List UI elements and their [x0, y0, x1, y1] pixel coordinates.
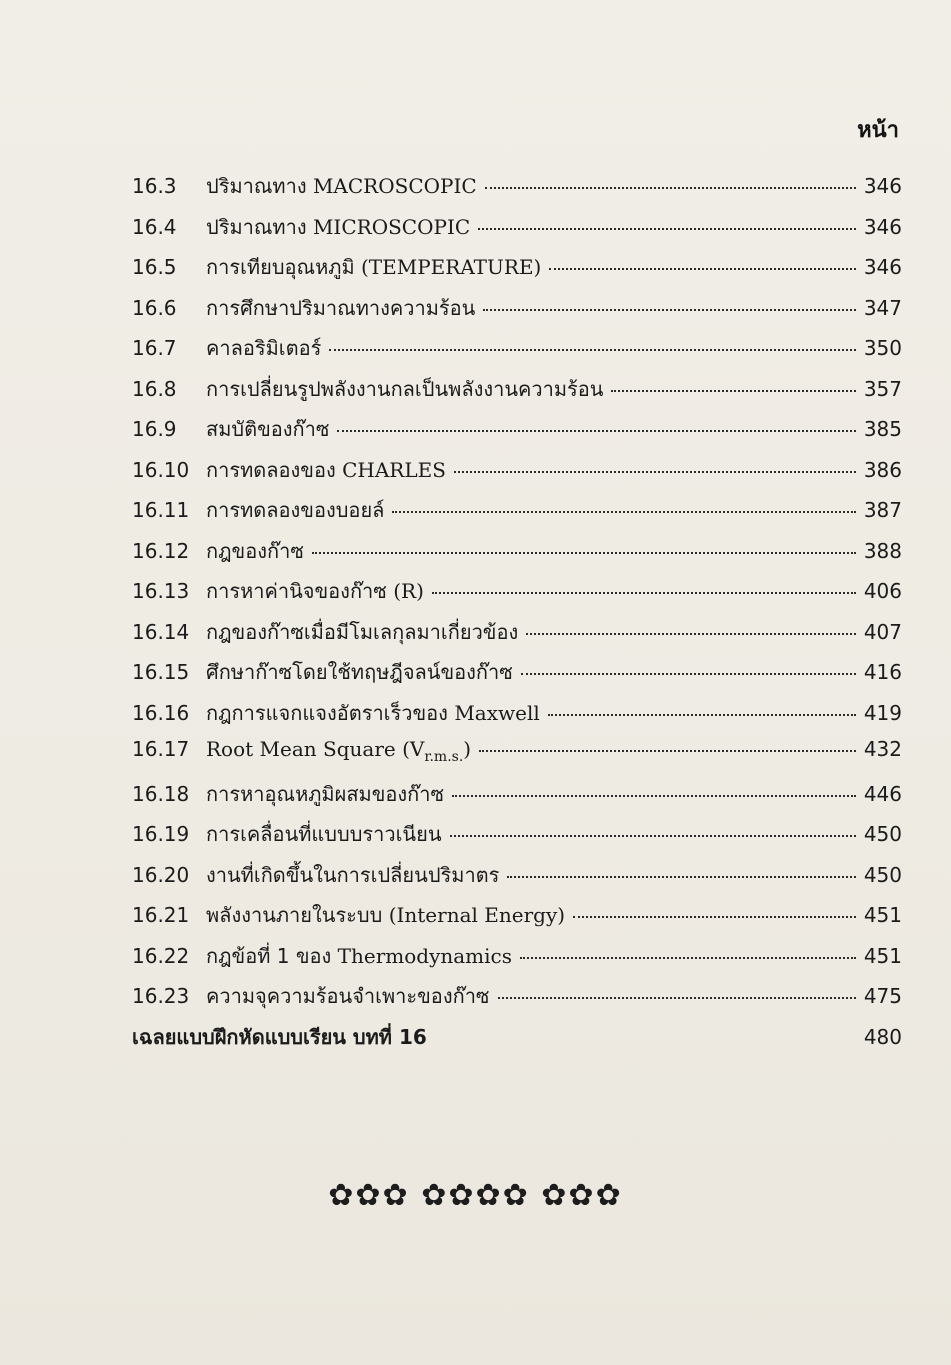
toc-entry [132, 697, 902, 738]
toc-entry-page: 419 [863, 700, 902, 725]
dot-leader [483, 309, 856, 311]
toc-entry-title-thai: การเคลื่อนที่แบบบราวเนียน [206, 822, 442, 846]
toc-entry [132, 656, 902, 697]
toc-entry-title-thai: กฎข้อที่ 1 ของ [206, 943, 338, 968]
toc-entry [132, 332, 902, 373]
toc-entry-title-latin: Root Mean Square $(V_{r.m.s.})$ [206, 737, 472, 765]
toc-entry-title-thai: กฎของก๊าซเมื่อมีโมเลกุลมาเกี่ยวข้อง [206, 619, 519, 644]
toc-entry [132, 818, 902, 859]
toc-entry-page: 357 [863, 376, 902, 401]
toc-entry [132, 373, 902, 414]
toc-entry-page: 407 [863, 619, 902, 644]
toc-entry-number: 16.14 [132, 619, 190, 644]
toc-entry-page: 451 [863, 943, 902, 968]
toc-entry-title [206, 413, 329, 445]
toc-entry-number: 16.21 [132, 903, 190, 927]
toc-entry-title-latin: CHARLES [342, 457, 446, 482]
toc-entry-title-thai: ปริมาณทาง [206, 214, 313, 239]
dot-leader [329, 349, 856, 351]
toc-entry-page: 388 [863, 538, 902, 563]
toc-entry-title-latin: Thermodynamics [337, 943, 513, 968]
toc-entry-number: 16.8 [132, 376, 177, 401]
toc-entry [132, 494, 902, 535]
toc-entry-page: 386 [863, 457, 902, 482]
toc-entry-number: 16.6 [132, 295, 177, 320]
toc-entry-number: 16.17 [132, 737, 190, 761]
toc-entry-title [206, 211, 470, 243]
toc-entry-title [206, 292, 475, 324]
dot-leader [526, 633, 856, 635]
section-end-ornament: ✿✿✿ ✿✿✿✿ ✿✿✿ [328, 1178, 623, 1213]
toc-entry [132, 454, 902, 495]
dot-leader [548, 714, 856, 716]
dot-leader [507, 876, 856, 878]
toc-entry-page: 406 [863, 579, 902, 603]
toc-entry-page: 475 [863, 984, 902, 1008]
toc-entry-number: 16.20 [132, 862, 190, 887]
toc-entry-title-thai: การทดลองของบอยล์ [206, 498, 385, 522]
toc-entry-number: 16.3 [132, 174, 177, 198]
toc-entry-title [206, 697, 540, 729]
toc-entry-title [206, 737, 471, 765]
toc-entry-number: 16.7 [132, 336, 177, 360]
toc-entry-title [206, 818, 442, 850]
toc-entry-number: 16.16 [132, 700, 190, 725]
toc-entry-title-thai: คาลอริมิเตอร์ [206, 336, 322, 360]
toc-entry-title-thai: การหาอุณหภูมิผสมของก๊าซ [206, 781, 445, 806]
toc-entry-page: 346 [863, 255, 902, 279]
toc-entry-page: 446 [863, 781, 902, 806]
toc-entry-title [206, 859, 499, 891]
toc-entry-title [206, 535, 304, 567]
toc-entry-title-thai: ศึกษาก๊าซโดยใช้ทฤษฎีจลน์ของก๊าซ [206, 660, 513, 684]
toc-entry-page: 387 [863, 498, 902, 522]
dot-leader [520, 957, 856, 959]
toc-entry-page: 450 [863, 862, 902, 887]
toc-entry [132, 940, 902, 981]
toc-entry-page: 385 [863, 417, 902, 441]
dot-leader [485, 187, 856, 189]
answer-key-title: เฉลยแบบฝึกหัดแบบเรียน บทที่ 16 [132, 1024, 427, 1049]
toc-entry-title [206, 778, 444, 810]
toc-entry [132, 251, 902, 292]
toc-entry-number: 16.13 [132, 579, 190, 603]
toc-entry [132, 737, 902, 778]
dot-leader [479, 750, 856, 752]
toc-entry-title-thai: การเทียบอุณหภูมิ [206, 255, 361, 279]
toc-entry [132, 170, 902, 211]
toc-entry-title-thai: กฎการแจกแจงอัตราเร็วของ [206, 700, 455, 725]
toc-entry-title-thai: กฎของก๊าซ [206, 538, 304, 563]
toc-entry [132, 980, 902, 1021]
toc-entry-page: 346 [863, 214, 902, 239]
toc-entry [132, 859, 902, 900]
table-of-contents [132, 170, 902, 1061]
toc-entry-page: 346 [863, 174, 902, 198]
toc-entry-title-latin: Maxwell [454, 700, 540, 725]
toc-entry-number: 16.9 [132, 417, 177, 441]
toc-entry-title-thai: การเปลี่ยนรูปพลังงานกลเป็นพลังงานความร้อน [206, 376, 604, 401]
toc-entry-title [206, 373, 603, 405]
toc-entry-number: 16.11 [132, 498, 190, 522]
dot-leader [450, 835, 857, 837]
toc-entry-number: 16.4 [132, 214, 177, 239]
toc-entry-title-latin: MACROSCOPIC [312, 174, 477, 198]
toc-entry [132, 413, 902, 454]
toc-entry-number: 16.22 [132, 943, 190, 968]
toc-entry-title [206, 454, 446, 486]
toc-entry-title [206, 899, 565, 931]
toc-entry-number: 16.23 [132, 984, 190, 1008]
toc-entry-title-thai: งานที่เกิดขึ้นในการเปลี่ยนปริมาตร [206, 862, 500, 887]
dot-leader [312, 552, 856, 554]
toc-entry [132, 575, 902, 616]
toc-entry-page: 450 [863, 822, 902, 846]
toc-entry [132, 211, 902, 252]
toc-entry-title [206, 332, 321, 364]
toc-entry-title-thai: พลังงานภายในระบบ [206, 903, 389, 927]
toc-entry-title-thai: ปริมาณทาง [206, 174, 313, 198]
toc-entry-page: 416 [863, 660, 902, 684]
toc-entry-title-latin: (TEMPERATURE) [361, 255, 542, 279]
toc-entry-title [206, 616, 518, 648]
toc-entry [132, 899, 902, 940]
dot-leader [432, 592, 856, 594]
dot-leader [337, 430, 856, 432]
toc-entry-number: 16.19 [132, 822, 190, 846]
dot-leader [573, 916, 856, 918]
toc-entry-title-thai: ความจุความร้อนจำเพาะของก๊าซ [206, 984, 490, 1008]
toc-entry-number: 16.18 [132, 781, 190, 806]
toc-entry [132, 535, 902, 576]
dot-leader [454, 471, 856, 473]
dot-leader [498, 997, 857, 999]
toc-entry-number: 16.10 [132, 457, 190, 482]
toc-entry-title-thai: สมบัติของก๊าซ [206, 417, 330, 441]
toc-entry [132, 778, 902, 819]
toc-entry-number: 16.12 [132, 538, 190, 563]
toc-entry [132, 292, 902, 333]
toc-entry-title-thai: การหาค่านิจของก๊าซ [206, 579, 394, 603]
dot-leader [478, 228, 856, 230]
toc-entry-title-latin: MICROSCOPIC [312, 214, 471, 239]
toc-entry-title-thai: การทดลองของ [206, 457, 343, 482]
toc-entry-title [206, 170, 477, 202]
toc-entry [132, 616, 902, 657]
toc-entry-page: 347 [863, 295, 902, 320]
answer-key-entry [132, 1021, 902, 1062]
dot-leader [611, 390, 856, 392]
toc-entry-title-thai: การศึกษาปริมาณทางความร้อน [206, 295, 476, 320]
toc-entry-title [206, 656, 513, 688]
answer-key-page: 480 [863, 1024, 902, 1049]
toc-entry-title [206, 940, 512, 972]
toc-entry-title [206, 980, 490, 1012]
toc-entry-title [206, 575, 424, 607]
dot-leader [392, 511, 856, 513]
dot-leader [521, 673, 856, 675]
toc-entry-page: 451 [863, 903, 902, 927]
toc-entry-number: 16.5 [132, 255, 177, 279]
toc-entry-title [206, 251, 541, 283]
toc-entry-title-latin: (R) [393, 579, 424, 603]
toc-entry-title-latin: (Internal Energy) [388, 903, 566, 927]
dot-leader [452, 795, 856, 797]
toc-entry-page: 350 [863, 336, 902, 360]
page-column-header: หน้า [857, 118, 899, 143]
toc-entry-title [206, 494, 384, 526]
toc-entry-number: 16.15 [132, 660, 190, 684]
toc-entry-page: 432 [863, 737, 902, 761]
dot-leader [549, 268, 856, 270]
